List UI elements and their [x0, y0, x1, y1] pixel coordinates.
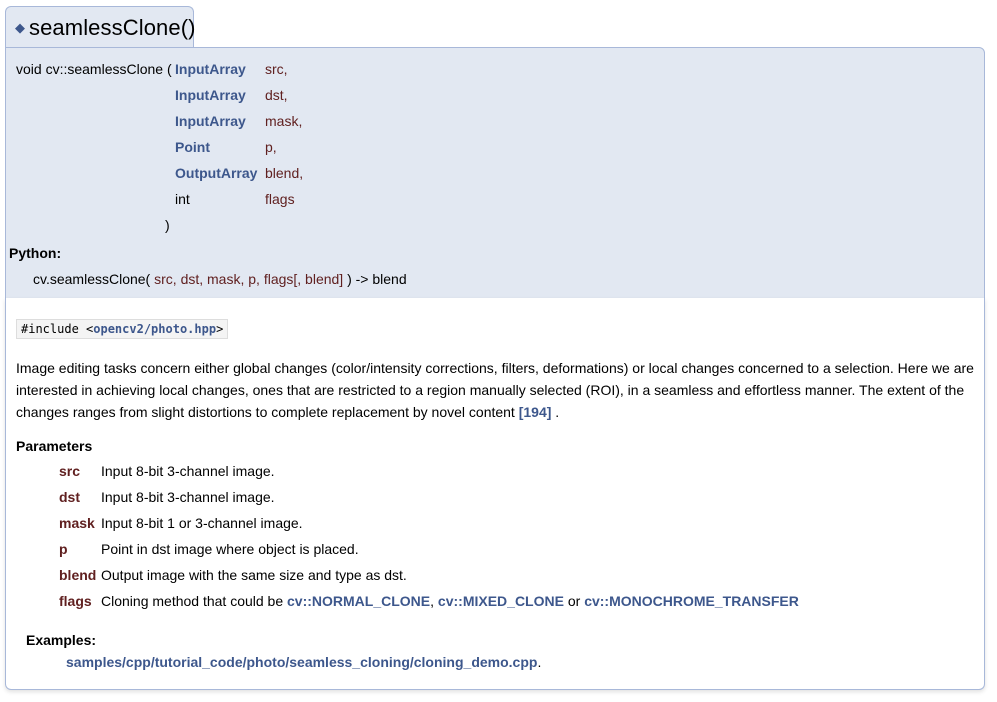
param-name-p: p,: [265, 139, 277, 155]
param-type-dst[interactable]: InputArray: [175, 87, 246, 103]
description-text: Image editing tasks concern either global changes (color/intensity corrections, filters, deformations) or local changes concerned to a selection. Here we are interested in achieving local changes, ones that are restricted to a region manually selected (ROI), in a seamless and effortless manner. The extent of the changes ranges from slight distortions to complete replacement by novel content: [16, 360, 974, 420]
param-type-flags: int: [175, 191, 190, 207]
member-title: seamlessClone(): [29, 14, 196, 40]
prototype-box: [5, 47, 985, 299]
member-title-tab: [5, 6, 194, 48]
param-doc-name-src: src: [59, 463, 81, 479]
python-args: src, dst, mask, p, flags[, blend]: [154, 271, 344, 287]
include-prefix: #include <: [21, 322, 94, 336]
examples-heading: Examples:: [26, 632, 97, 648]
flags-desc-text: Cloning method that could be: [101, 593, 284, 609]
param-doc-desc-p: Point in dst image where object is placed.: [101, 541, 359, 557]
normal-clone-link[interactable]: cv::NORMAL_CLONE: [287, 593, 431, 609]
flags-or-text: or: [567, 593, 581, 609]
param-type-src[interactable]: InputArray: [175, 61, 246, 77]
include-directive: [16, 319, 228, 339]
examples-line: [66, 654, 541, 670]
param-doc-name-flags: flags: [59, 593, 92, 609]
param-name-mask: mask,: [265, 113, 303, 129]
signature-close-paren: ): [165, 217, 170, 233]
param-doc-name-dst: dst: [59, 489, 80, 505]
include-header-link[interactable]: opencv2/photo.hpp: [93, 322, 217, 336]
param-name-src: src,: [265, 61, 288, 77]
mixed-clone-link[interactable]: cv::MIXED_CLONE: [437, 593, 564, 609]
param-type-blend[interactable]: OutputArray: [175, 165, 258, 181]
param-doc-desc-flags: [101, 593, 799, 609]
include-suffix: >: [216, 322, 224, 336]
param-doc-desc-src: Input 8-bit 3-channel image.: [101, 463, 275, 479]
citation-link[interactable]: [194]: [518, 404, 552, 420]
signature-prefix: void cv::seamlessClone (: [16, 61, 172, 77]
python-signature: [33, 271, 407, 287]
param-doc-name-p: p: [59, 541, 68, 557]
param-name-blend: blend,: [265, 165, 304, 181]
monochrome-transfer-link[interactable]: cv::MONOCHROME_TRANSFER: [584, 593, 799, 609]
python-label: Python:: [9, 245, 62, 261]
python-suffix: ) -> blend: [347, 271, 407, 287]
param-type-p[interactable]: Point: [175, 139, 210, 155]
param-doc-desc-mask: Input 8-bit 1 or 3-channel image.: [101, 515, 303, 531]
param-doc-desc-dst: Input 8-bit 3-channel image.: [101, 489, 275, 505]
param-doc-name-mask: mask: [59, 515, 95, 531]
param-name-flags: flags: [265, 191, 295, 207]
description-paragraph: [16, 357, 981, 423]
param-doc-desc-blend: Output image with the same size and type as dst.: [101, 567, 407, 583]
param-type-mask[interactable]: InputArray: [175, 113, 246, 129]
description-end: .: [555, 404, 560, 420]
python-prefix: cv.seamlessClone(: [33, 271, 151, 287]
param-name-dst: dst,: [265, 87, 288, 103]
diamond-icon: ◆: [15, 20, 25, 35]
flags-separator: ,: [430, 593, 435, 609]
param-doc-name-blend: blend: [59, 567, 97, 583]
parameters-heading: Parameters: [16, 438, 93, 454]
examples-end: .: [537, 654, 542, 670]
example-link-cloning-demo[interactable]: samples/cpp/tutorial_code/photo/seamless_cloning/cloning_demo.cpp: [66, 654, 538, 670]
